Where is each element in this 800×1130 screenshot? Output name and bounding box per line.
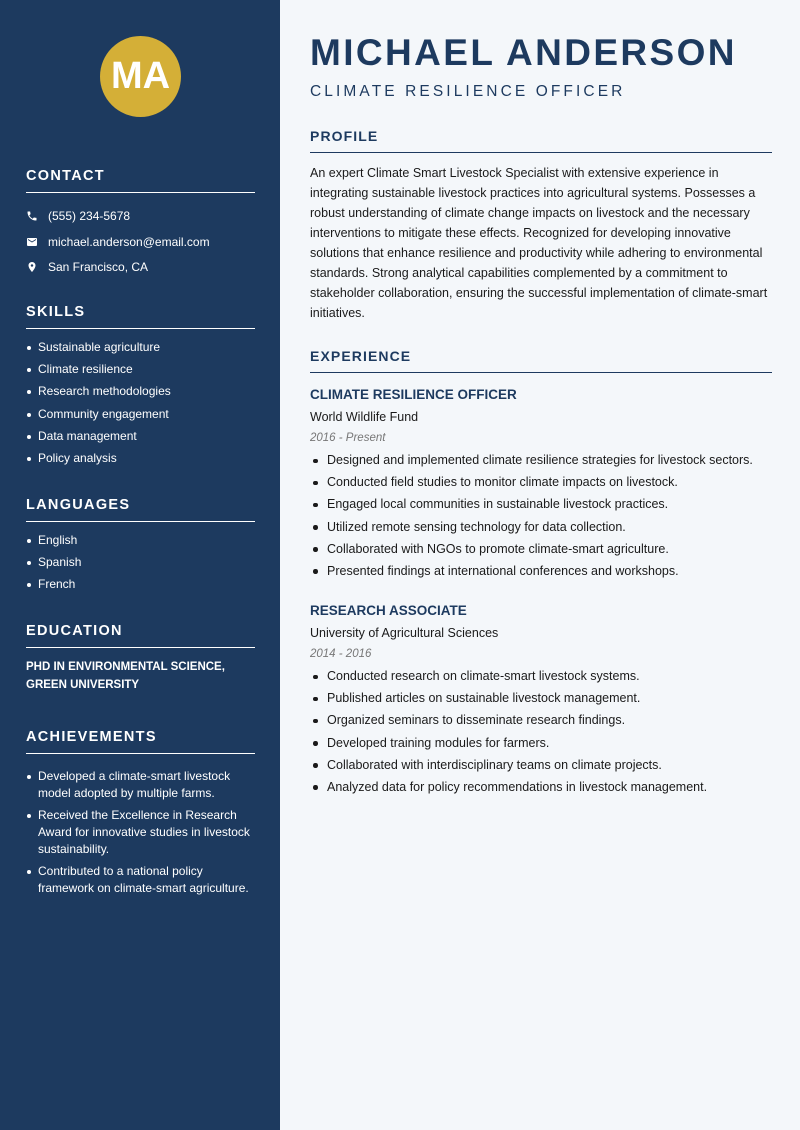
- education-degree-line2: GREEN UNIVERSITY: [26, 678, 140, 691]
- education-section: [26, 623, 255, 694]
- location-text: San Francisco, CA: [48, 260, 149, 275]
- job-dates: 2016 - Present: [310, 432, 386, 444]
- profile-text: An expert Climate Smart Livestock Specialist with extensive experience in integrating sustainable livestock practices into agricultural systems. Possesses a robust understanding of climate change impacts on livestock and the necessary interventions to mitigate these effects. Recognized for developing innovative solutions that enhance resilience and productivity while adhering to environmental standards. Strong analytical capabilities complemented by a commitment to stakeholder collaboration, ensuring the successful implementation of climate-smart initiatives.: [310, 166, 768, 320]
- skill-item: Community engagement: [26, 406, 255, 423]
- job-bullets: [310, 668, 772, 796]
- sidebar: [0, 0, 280, 1130]
- job-bullet: Analyzed data for policy recommendations in livestock management.: [310, 779, 772, 796]
- job-bullet: Designed and implemented climate resilience strategies for livestock sectors.: [310, 452, 772, 469]
- contact-phone: [26, 203, 255, 229]
- job-bullet: Conducted research on climate-smart livestock systems.: [310, 668, 772, 685]
- job-bullet: Organized seminars to disseminate research findings.: [310, 712, 772, 729]
- email-icon: [26, 236, 48, 248]
- experience-heading: EXPERIENCE: [310, 348, 772, 373]
- achievements-heading: ACHIEVEMENTS: [26, 729, 255, 754]
- contact-heading: CONTACT: [26, 168, 255, 193]
- education-degree: [26, 659, 255, 694]
- candidate-name: MICHAEL ANDERSON: [310, 32, 737, 73]
- contact-location: [26, 254, 255, 280]
- contact-email: [26, 229, 255, 255]
- skill-item: Sustainable agriculture: [26, 339, 255, 356]
- skill-item: Research methodologies: [26, 383, 255, 400]
- profile-heading: PROFILE: [310, 128, 772, 153]
- job-bullet: Utilized remote sensing technology for data collection.: [310, 519, 772, 536]
- job-title: RESEARCH ASSOCIATE: [310, 603, 467, 618]
- skill-item: Climate resilience: [26, 361, 255, 378]
- skills-section: [26, 304, 255, 472]
- job-dates: 2014 - 2016: [310, 648, 372, 660]
- education-heading: EDUCATION: [26, 623, 255, 648]
- achievement-item: Received the Excellence in Research Award for innovative studies in livestock sustainability.: [26, 807, 255, 858]
- skills-heading: SKILLS: [26, 304, 255, 329]
- candidate-title: CLIMATE RESILIENCE OFFICER: [310, 83, 626, 100]
- job-title: CLIMATE RESILIENCE OFFICER: [310, 387, 517, 402]
- language-item: English: [26, 532, 255, 549]
- skill-item: Data management: [26, 428, 255, 445]
- contact-section: [26, 168, 255, 280]
- profile-section: [310, 128, 772, 323]
- phone-text[interactable]: (555) 234-5678: [48, 208, 131, 223]
- languages-list: [26, 532, 255, 593]
- achievements-list: [26, 768, 255, 897]
- achievement-item: Contributed to a national policy framework on climate-smart agriculture.: [26, 863, 255, 897]
- job-bullet: Developed training modules for farmers.: [310, 735, 772, 752]
- job-bullet: Presented findings at international conferences and workshops.: [310, 563, 772, 580]
- job-organization: University of Agricultural Sciences: [310, 626, 499, 640]
- achievement-item: Developed a climate-smart livestock model adopted by multiple farms.: [26, 768, 255, 802]
- job-entry: [310, 602, 772, 801]
- job-bullets: [310, 452, 772, 580]
- job-bullet: Conducted field studies to monitor climate impacts on livestock.: [310, 474, 772, 491]
- job-bullet: Collaborated with interdisciplinary teams on climate projects.: [310, 757, 772, 774]
- location-pin-icon: [26, 261, 48, 273]
- job-bullet: Collaborated with NGOs to promote climate-smart agriculture.: [310, 541, 772, 558]
- language-item: Spanish: [26, 554, 255, 571]
- languages-heading: LANGUAGES: [26, 497, 255, 522]
- experience-section: [310, 348, 772, 373]
- avatar-initials: MA: [100, 36, 181, 117]
- job-bullet: Published articles on sustainable livestock management.: [310, 690, 772, 707]
- job-entry: [310, 386, 772, 585]
- phone-icon: [26, 210, 48, 222]
- education-degree-line1: PHD IN ENVIRONMENTAL SCIENCE,: [26, 661, 225, 673]
- languages-section: [26, 497, 255, 599]
- skills-list: [26, 339, 255, 467]
- skill-item: Policy analysis: [26, 450, 255, 467]
- email-text[interactable]: michael.anderson@email.com: [48, 234, 210, 249]
- achievements-section: [26, 729, 255, 903]
- job-organization: World Wildlife Fund: [310, 410, 419, 424]
- language-item: French: [26, 576, 255, 593]
- job-bullet: Engaged local communities in sustainable livestock practices.: [310, 496, 772, 513]
